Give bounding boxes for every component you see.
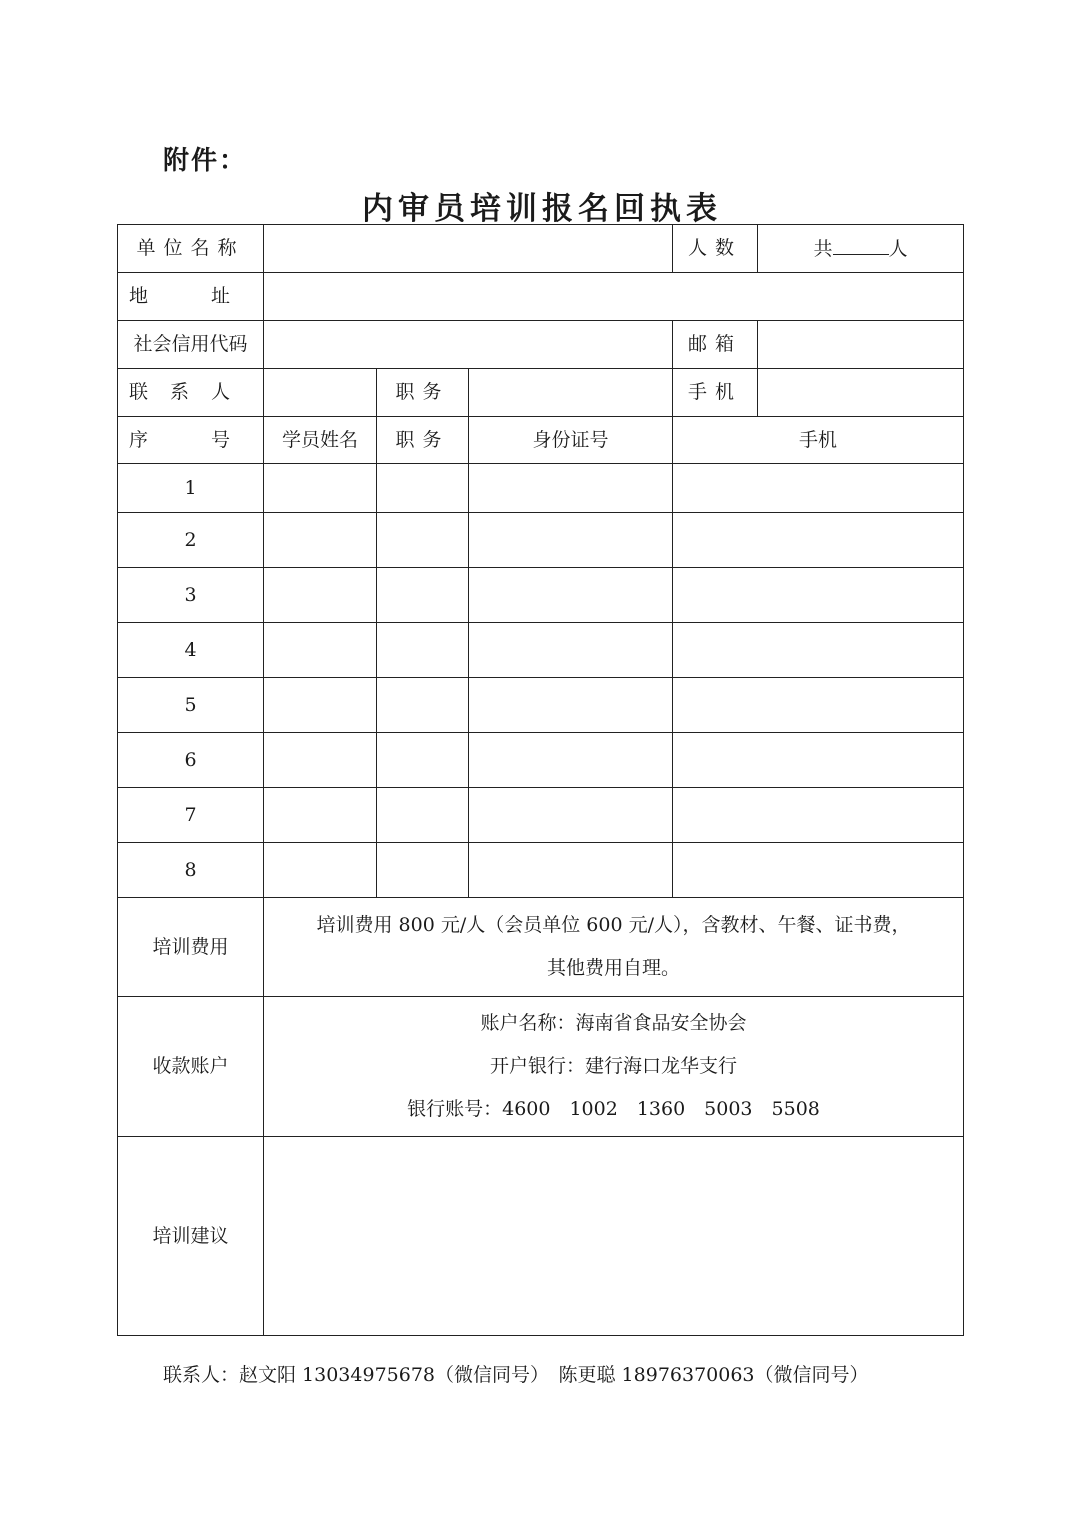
row-index: 7	[118, 788, 264, 843]
account-bank: 开户银行：建行海口龙华支行	[490, 1055, 738, 1077]
row-index: 3	[118, 568, 264, 623]
id-number-cell[interactable]	[469, 568, 673, 623]
trainee-name-cell[interactable]	[264, 464, 377, 513]
address-field[interactable]	[264, 273, 964, 321]
trainee-name-cell[interactable]	[264, 568, 377, 623]
account-name: 账户名称：海南省食品安全协会	[480, 1012, 747, 1034]
unit-name-label: 单位名称	[118, 225, 264, 273]
position-cell[interactable]	[377, 464, 469, 513]
position-label: 职务	[377, 369, 469, 417]
unit-name-field[interactable]	[264, 225, 673, 273]
header-mobile: 手机	[673, 417, 964, 464]
registration-form-table	[117, 224, 964, 1336]
position-cell[interactable]	[377, 568, 469, 623]
trainee-name-cell[interactable]	[264, 623, 377, 678]
mobile-cell[interactable]	[673, 513, 964, 568]
header-id-number: 身份证号	[469, 417, 673, 464]
row-index: 1	[118, 464, 264, 513]
fee-line-2: 其他费用自理。	[547, 957, 681, 979]
people-count-field[interactable]	[758, 225, 964, 273]
people-count-prefix: 共	[813, 238, 833, 261]
people-count-label: 人数	[673, 225, 758, 273]
row-index: 4	[118, 623, 264, 678]
table-row	[118, 623, 964, 678]
address-label: 地 址	[118, 273, 264, 321]
mobile-label: 手机	[673, 369, 758, 417]
mobile-cell[interactable]	[673, 623, 964, 678]
trainee-name-cell[interactable]	[264, 788, 377, 843]
position-cell[interactable]	[377, 513, 469, 568]
id-number-cell[interactable]	[469, 843, 673, 898]
email-field[interactable]	[758, 321, 964, 369]
credit-code-label: 社会信用代码	[118, 321, 264, 369]
table-row	[118, 568, 964, 623]
table-row	[118, 513, 964, 568]
id-number-cell[interactable]	[469, 788, 673, 843]
position-field[interactable]	[469, 369, 673, 417]
account-number: 银行账号：4600 1002 1360 5003 5508	[407, 1098, 820, 1120]
trainee-table-header	[118, 417, 964, 464]
row-index: 2	[118, 513, 264, 568]
form-title: 内审员培训报名回执表	[362, 191, 722, 227]
attachment-label: 附件：	[163, 146, 248, 176]
people-count-suffix: 人	[888, 238, 908, 261]
credit-code-field[interactable]	[264, 321, 673, 369]
mobile-field[interactable]	[758, 369, 964, 417]
position-cell[interactable]	[377, 733, 469, 788]
table-row	[118, 843, 964, 898]
table-row	[118, 678, 964, 733]
header-index: 序 号	[118, 417, 264, 464]
position-cell[interactable]	[377, 623, 469, 678]
footer-contacts: 联系人：赵文阳 13034975678（微信同号） 陈更聪 18976370063（微信同号）	[163, 1364, 869, 1386]
header-position: 职务	[377, 417, 469, 464]
table-row	[118, 788, 964, 843]
row-index: 8	[118, 843, 264, 898]
fee-content	[264, 898, 964, 997]
fee-line-1: 培训费用 800 元/人（会员单位 600 元/人），含教材、午餐、证书费，	[316, 914, 911, 936]
mobile-cell[interactable]	[673, 733, 964, 788]
trainee-name-cell[interactable]	[264, 513, 377, 568]
mobile-cell[interactable]	[673, 788, 964, 843]
row-index: 6	[118, 733, 264, 788]
account-content	[264, 997, 964, 1137]
row-index: 5	[118, 678, 264, 733]
id-number-cell[interactable]	[469, 623, 673, 678]
table-row	[118, 733, 964, 788]
id-number-cell[interactable]	[469, 513, 673, 568]
trainee-name-cell[interactable]	[264, 843, 377, 898]
suggestion-label: 培训建议	[118, 1137, 264, 1336]
email-label: 邮箱	[673, 321, 758, 369]
id-number-cell[interactable]	[469, 733, 673, 788]
id-number-cell[interactable]	[469, 678, 673, 733]
mobile-cell[interactable]	[673, 568, 964, 623]
header-trainee-name: 学员姓名	[264, 417, 377, 464]
position-cell[interactable]	[377, 843, 469, 898]
position-cell[interactable]	[377, 678, 469, 733]
trainee-name-cell[interactable]	[264, 733, 377, 788]
mobile-cell[interactable]	[673, 464, 964, 513]
position-cell[interactable]	[377, 788, 469, 843]
id-number-cell[interactable]	[469, 464, 673, 513]
table-row	[118, 464, 964, 513]
mobile-cell[interactable]	[673, 843, 964, 898]
contact-field[interactable]	[264, 369, 377, 417]
mobile-cell[interactable]	[673, 678, 964, 733]
trainee-name-cell[interactable]	[264, 678, 377, 733]
people-count-blank[interactable]	[833, 236, 889, 255]
account-label: 收款账户	[118, 997, 264, 1137]
fee-label: 培训费用	[118, 898, 264, 997]
contact-label: 联系人	[118, 369, 264, 417]
suggestion-field[interactable]	[264, 1137, 964, 1336]
